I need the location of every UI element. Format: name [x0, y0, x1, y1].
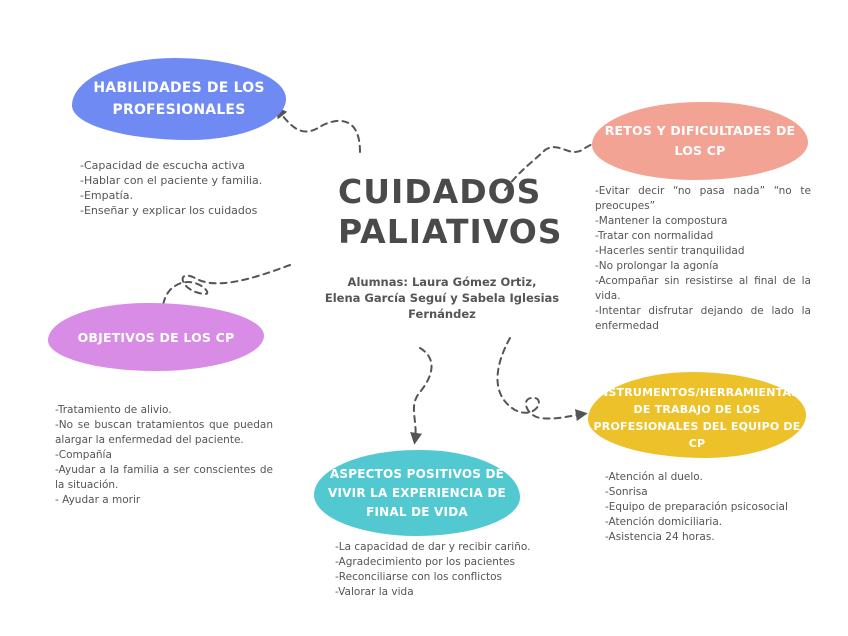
list-item: -Tratar con normalidad [595, 230, 714, 242]
list-item: -Hablar con el paciente y familia. [80, 174, 263, 187]
list-item: -Enseñar y explicar los cuidados [80, 204, 258, 217]
list-item: -La capacidad de dar y recibir cariño. [335, 541, 531, 553]
list-item: -Sonrisa [605, 486, 648, 498]
list-item: -No se buscan tratamientos que puedan alargar la enfermedad del paciente. [55, 419, 273, 446]
arrow-to-habilidades [278, 110, 360, 152]
retos-title-line-2: LOS CP [674, 143, 726, 158]
list-item: -Atención domiciliaria. [605, 516, 723, 528]
habilidades-list [80, 158, 280, 218]
objetivos-title: OBJETIVOS DE LOS CP [77, 329, 235, 345]
node-objetivos [48, 303, 264, 371]
list-item: -Valorar la vida [335, 586, 414, 598]
authors-line-1: Alumnas: Laura Gómez Ortiz, [347, 275, 537, 289]
habilidades-title-line-1: HABILIDADES DE LOS [93, 80, 265, 96]
list-item: -Acompañar sin resistirse al final de la vida. [595, 275, 811, 302]
aspectos-title-line-1: ASPECTOS POSITIVOS DE [329, 466, 505, 481]
list-item: -Mantener la compostura [595, 215, 728, 227]
instrumentos-title-line-4: CP [688, 437, 706, 450]
title-line-1: CUIDADOS [338, 172, 542, 211]
authors-line-2: Elena García Seguí y Sabela Iglesias [324, 291, 560, 305]
aspectos-title-line-2: VIVIR LA EXPERIENCIA DE [328, 485, 506, 500]
list-item: - Ayudar a morir [55, 494, 141, 506]
list-item: -Asistencia 24 horas. [605, 531, 715, 543]
arrow-to-instrumentos [498, 338, 584, 419]
authors-text [312, 274, 572, 322]
retos-list [595, 184, 811, 334]
list-item: -Reconciliarse con los conflictos [335, 571, 502, 583]
instrumentos-list [605, 470, 805, 545]
title-line-2: PALIATIVOS [338, 212, 563, 251]
node-habilidades [72, 58, 286, 140]
retos-title-line-1: RETOS Y DIFICULTADES DE [604, 123, 796, 138]
list-item: -Equipo de preparación psicosocial [605, 501, 788, 513]
list-item: -Empatía. [80, 189, 133, 202]
list-item: -No prolongar la agonía [595, 260, 719, 272]
list-item: -Evitar decir “no pasa nada” “no te preocupes” [595, 185, 811, 212]
list-item: -Intentar disfrutar dejando de lado la enfermedad [595, 305, 811, 332]
instrumentos-title-line-2: DE TRABAJO DE LOS [633, 403, 761, 416]
node-aspectos [314, 450, 520, 536]
node-instrumentos [588, 372, 806, 458]
habilidades-title-line-2: PROFESIONALES [112, 102, 246, 118]
aspectos-title-line-3: FINAL DE VIDA [366, 504, 468, 519]
instrumentos-title-line-3: PROFESIONALES DEL EQUIPO DE [593, 420, 801, 433]
list-item: -Capacidad de escucha activa [80, 159, 245, 172]
list-item: -Compañía [55, 449, 112, 461]
objetivos-list [55, 403, 273, 508]
arrow-to-aspectos [414, 348, 432, 440]
node-retos [592, 102, 808, 180]
list-item: -Hacerles sentir tranquilidad [595, 245, 745, 257]
authors-line-3: Fernández [408, 307, 476, 321]
list-item: -Tratamiento de alivio. [55, 404, 172, 416]
list-item: -Atención al duelo. [605, 471, 703, 483]
list-item: -Ayudar a la familia a ser conscientes de la situación. [55, 464, 273, 491]
central-title [338, 172, 563, 252]
instrumentos-title-line-1: INSTRUMENTOS/HERRAMIENTAS [594, 386, 800, 399]
list-item: -Agradecimiento por los pacientes [335, 556, 515, 568]
aspectos-list [335, 540, 535, 600]
